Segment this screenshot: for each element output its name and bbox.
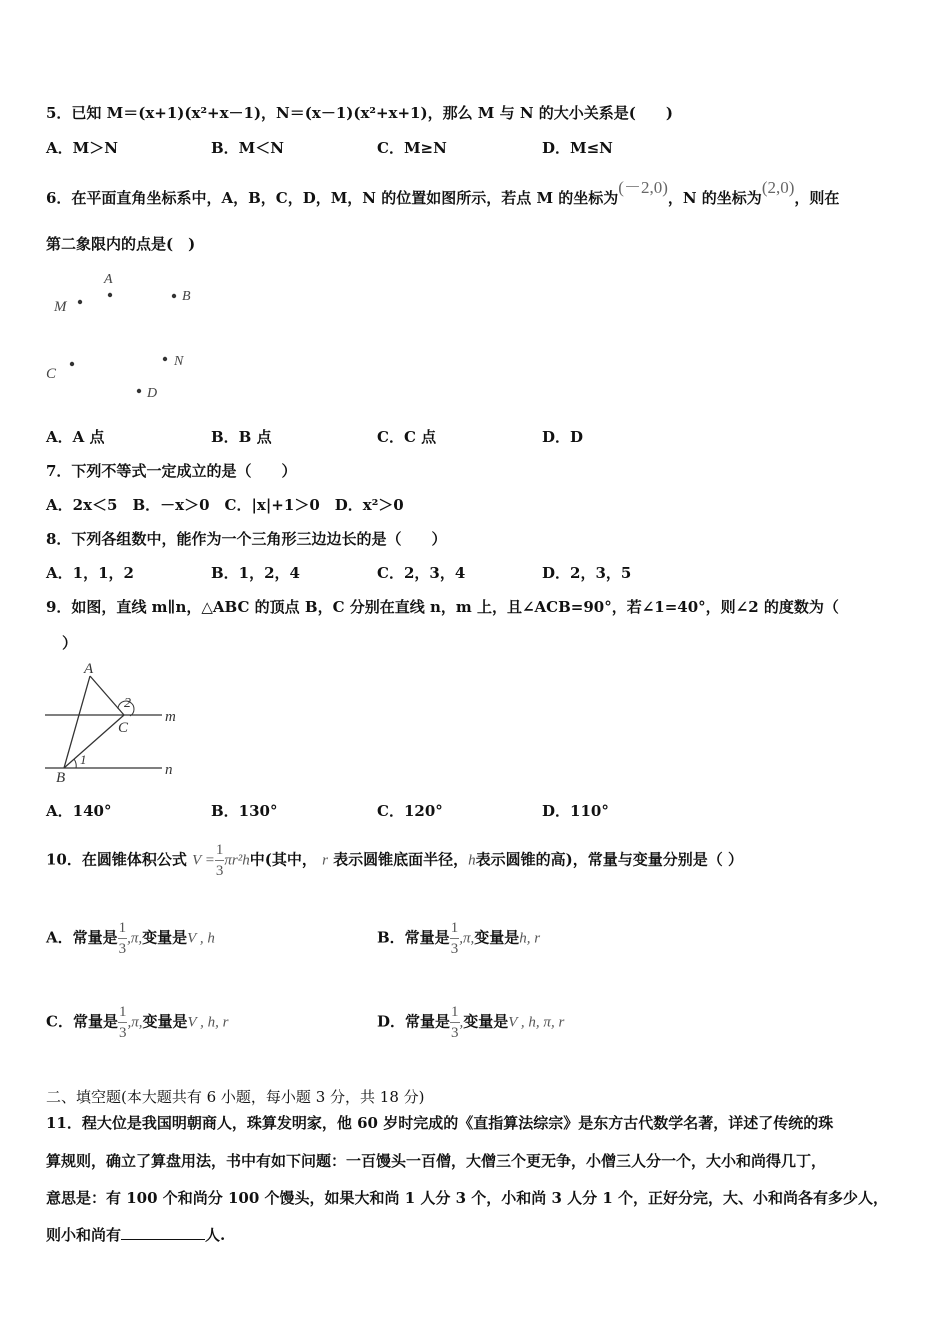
q6-option-c: C．C 点 (377, 428, 437, 446)
q8-stem: 8．下列各组数中，能作为一个三角形三边边长的是（ ） (46, 530, 447, 548)
var-r: r (322, 852, 328, 869)
label-a: A (104, 272, 113, 287)
q10-option-a: A．常量是 $\frac{1}{3}$ ,π,变量是V , h (46, 920, 215, 957)
q9-option-d: D．110° (542, 802, 609, 820)
label-c: C (46, 366, 57, 382)
q6-stem-line2: 第二象限内的点是( ) (46, 235, 196, 253)
answer-blank[interactable] (121, 1225, 205, 1240)
q11-line2: 算规则，确立了算盘用法，书中有如下问题：一百馒头一百僧，大僧三个更无争，小僧三人分一个，大小和尚得几丁， (46, 1152, 827, 1170)
q7-stem: 7．下列不等式一定成立的是（ ） (46, 462, 297, 480)
q10-option-d: D．常量是 $\frac{1}{3}$ ,变量是V , h, π, r (377, 1004, 565, 1041)
label-c: C (118, 720, 129, 736)
q6-option-a: A．A 点 (46, 428, 105, 446)
q9-option-c: C．120° (377, 802, 443, 820)
point-a (108, 293, 112, 297)
q10-option-c: C．常量是 $\frac{1}{3}$ ,π,变量是V , h, r (46, 1004, 229, 1041)
q11-line3: 意思是：有 100 个和尚分 100 个馒头，如果大和尚 1 人分 3 个，小和尚 3 人分 1 个，正好分完，大、小和尚各有多少人， (46, 1189, 889, 1207)
label-a: A (84, 661, 94, 677)
point-d (137, 389, 141, 393)
q6-stem: 6．在平面直角坐标系中，A，B，C，D，M，N 的位置如图所示，若点 M 的坐标为(－2,0)，N 的坐标为(2,0)，则在 (46, 178, 840, 207)
point-m (78, 300, 82, 304)
formula-lhs: V = (192, 852, 215, 869)
q5-option-b: B．M＜N (211, 139, 284, 157)
var-h: h (468, 852, 476, 869)
q5-option-c: C．M≥N (377, 139, 447, 157)
q6-points-figure (40, 266, 220, 406)
point-b (172, 294, 176, 298)
section-heading: 二、填空题(本大题共有 6 小题，每小题 3 分，共 18 分) (46, 1088, 425, 1106)
label-d: D (147, 386, 158, 401)
q10-stem: 10．在圆锥体积公式 V = $\frac{1}{3}$ πr²h中(其中， r 表示圆锥底面半径，h表示圆锥的高)，常量与变量分别是（ ） (46, 842, 743, 879)
q8-option-d: D．2，3，5 (542, 564, 632, 582)
q9-stem: 9．如图，直线 m∥n，△ABC 的顶点 B，C 分别在直线 n，m 上，且∠ACB=90°，若∠1=40°，则∠2 的度数为（ (46, 598, 839, 616)
q8-option-b: B．1，2，4 (211, 564, 300, 582)
m-coordinate: (－2,0) (618, 178, 668, 197)
label-b: B (182, 289, 191, 304)
segment-bc (64, 715, 124, 768)
q11-line4: 则小和尚有 人. (46, 1226, 226, 1244)
q10-option-b: B．常量是 $\frac{1}{3}$ ,π,变量是h, r (377, 920, 541, 957)
segment-ac (90, 676, 124, 715)
label-m: M (54, 299, 67, 315)
q8-option-c: C．2，3，4 (377, 564, 466, 582)
label-m: m (165, 709, 176, 725)
formula-fraction: $\frac{1}{3}$ (215, 842, 224, 879)
q7-options: A．2x＜5 B．－x＞0 C．|x|+1＞0 D．x²＞0 (46, 496, 404, 514)
q6-option-d: D．D (542, 428, 584, 446)
q5-option-d: D．M≤N (542, 139, 613, 157)
q9-option-b: B．130° (211, 802, 278, 820)
q5-option-a: A．M＞N (46, 139, 118, 157)
angle-1-arc (74, 759, 76, 768)
q8-option-a: A．1，1，2 (46, 564, 134, 582)
q9-parallel-lines-figure (40, 660, 190, 786)
q9-stem-line2: ） (62, 634, 78, 652)
point-n (163, 357, 167, 361)
n-coordinate: (2,0) (761, 178, 795, 197)
q5-stem: 5．已知 M＝(x+1)(x²+x－1)，N＝(x－1)(x²+x+1)，那么 M 与 N 的大小关系是( ) (46, 104, 673, 122)
label-2: 2 (124, 696, 131, 711)
label-1: 1 (80, 752, 87, 767)
q9-option-a: A．140° (46, 802, 112, 820)
q6-option-b: B．B 点 (211, 428, 272, 446)
label-b: B (56, 770, 66, 786)
q11-line1: 11．程大位是我国明朝商人，珠算发明家，他 60 岁时完成的《直指算法综宗》是东方古代数学名著，详述了传统的珠 (46, 1114, 834, 1132)
label-n: N (174, 354, 184, 369)
label-n: n (165, 762, 173, 778)
point-c (70, 362, 74, 366)
formula-rhs: πr²h (224, 852, 250, 869)
